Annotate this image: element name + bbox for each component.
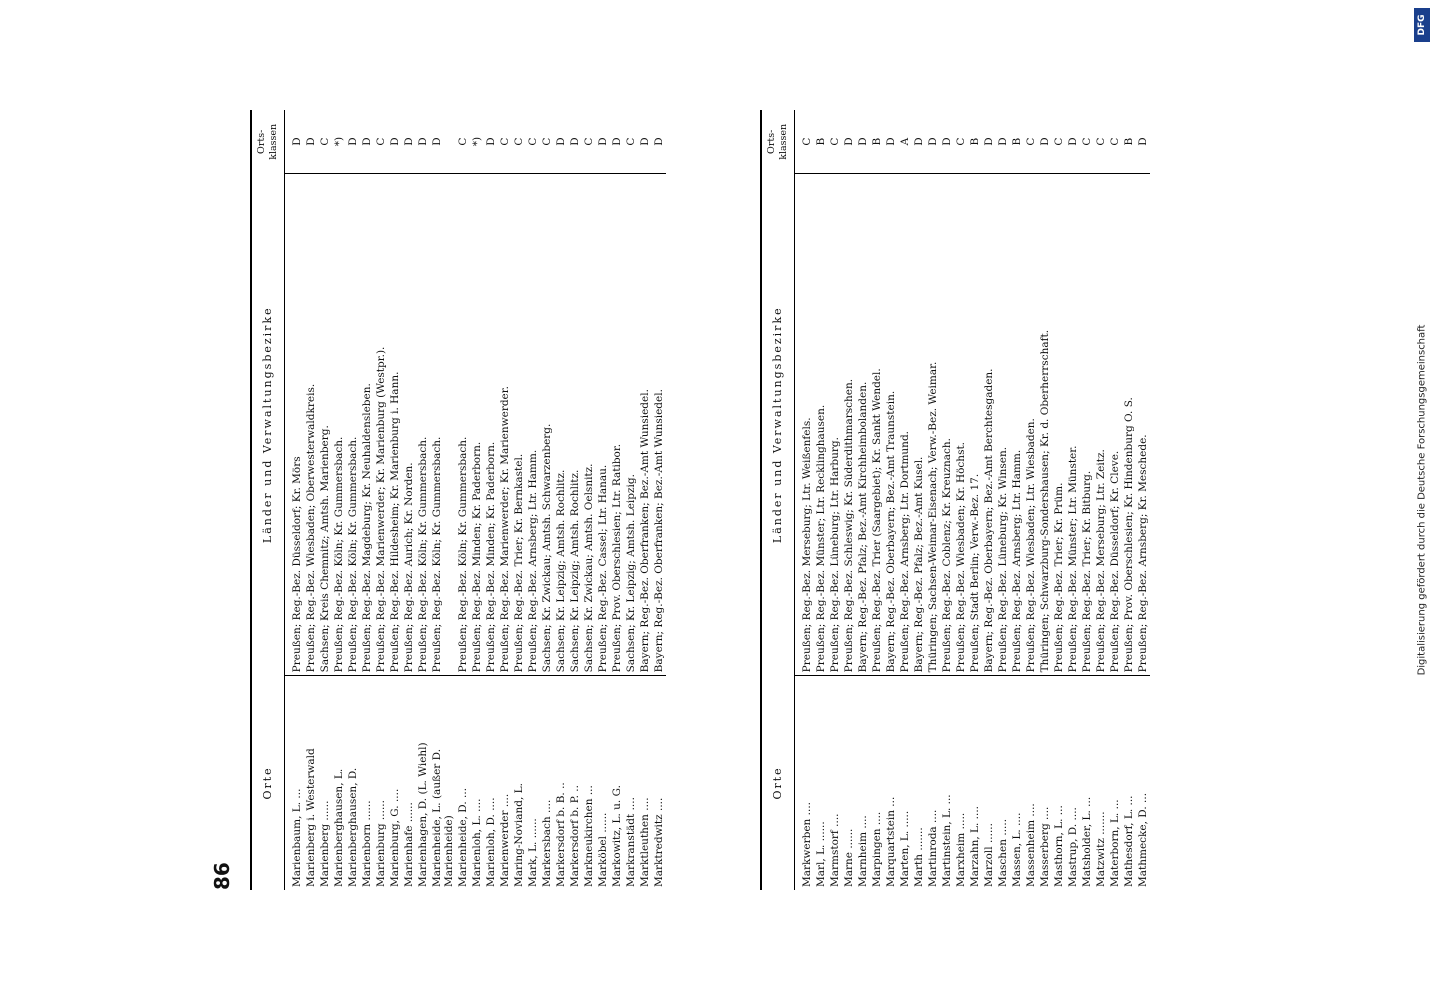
- district-cell: Preußen; Reg.-Bez. Minden; Kr. Paderborn.: [470, 174, 484, 676]
- place-cell: Markwerben ....: [795, 676, 815, 890]
- class-cell: D: [431, 137, 443, 146]
- table-row: [374, 110, 388, 890]
- district-cell: Preußen; Reg.-Bez. Arnsberg; Ltr. Hamm.: [526, 174, 540, 676]
- table-row: [968, 110, 982, 890]
- header-klassen-right: Orts- klassen: [761, 110, 795, 174]
- place-cell: Marktleuthen ....: [638, 676, 652, 890]
- place-cell: Marienberghausen, L.: [332, 676, 346, 890]
- class-cell: C: [583, 137, 595, 146]
- table-row: [430, 110, 456, 890]
- district-cell: Preußen; Reg.-Bez. Marienwerder; Kr. Marienburg (Westpr.).: [374, 174, 388, 676]
- place-cell: Marköbel ......: [596, 676, 610, 890]
- class-cell: D: [927, 137, 939, 146]
- district-cell: Preußen; Reg.-Bez. Hildesheim; Kr. Marienburg i. Hann.: [388, 174, 402, 676]
- place-cell: Materborn, L. ...: [1108, 676, 1122, 890]
- place-cell: Marth .......: [912, 676, 926, 890]
- table-row: [795, 110, 815, 890]
- class-cell: D: [291, 137, 303, 146]
- class-cell: B: [1011, 137, 1023, 146]
- place-cell: Martinroda ....: [926, 676, 940, 890]
- district-cell: Preußen; Reg.-Bez. Magdeburg; Kr. Neuhaldensleben.: [360, 174, 374, 676]
- table-row: [1038, 110, 1052, 890]
- class-cell: D: [389, 137, 401, 146]
- table-row: [1136, 110, 1150, 890]
- class-cell: B: [815, 137, 827, 146]
- table-row: [1066, 110, 1080, 890]
- left-table-body: [285, 110, 667, 890]
- district-cell: Thüringen; Sachsen-Weimar-Eisenach; Verw.-Bez. Weimar.: [926, 174, 940, 676]
- class-cell: C: [1025, 137, 1037, 146]
- table-row: [884, 110, 898, 890]
- place-cell: Markowitz, L. u. G.: [610, 676, 624, 890]
- class-cell: D: [639, 137, 651, 146]
- class-cell: B: [1123, 137, 1135, 146]
- place-cell: Markersdorf b. P. ..: [568, 676, 582, 890]
- class-cell: D: [569, 137, 581, 146]
- place-cell: Marienberg ......: [318, 676, 332, 890]
- table-row: [610, 110, 624, 890]
- district-cell: Sachsen; Kr. Zwickau; Amtsh. Oelsnitz.: [582, 174, 596, 676]
- place-cell: Marzahn, L. ....: [968, 676, 982, 890]
- class-cell: C: [527, 137, 539, 146]
- district-cell: Preußen; Reg.-Bez. Düsseldorf; Kr. Cleve.: [1108, 174, 1122, 676]
- table-row: [1122, 110, 1136, 890]
- class-cell: D: [1067, 137, 1079, 146]
- digitization-credit: [1412, 8, 1432, 992]
- place-cell: Markranstädt ....: [624, 676, 638, 890]
- table-row: [596, 110, 610, 890]
- place-cell: Marienhagen, D. (L. Wiehl): [416, 676, 430, 890]
- class-cell: D: [305, 137, 317, 146]
- table-row: [498, 110, 512, 890]
- district-cell: Preußen; Reg.-Bez. Düsseldorf; Kr. Mörs: [285, 174, 305, 676]
- district-cell: Preußen; Reg.-Bez. Trier; Kr. Bitburg.: [1080, 174, 1094, 676]
- header-bezirke-right: Länder und Verwaltungsbezirke: [761, 174, 795, 676]
- district-cell: Preußen; Reg.-Bez. Trier (Saargebiet); Kr. Sankt Wendel.: [870, 174, 884, 676]
- district-cell: Preußen; Reg.-Bez. Köln; Kr. Gummersbach.: [416, 174, 430, 676]
- table-row: [346, 110, 360, 890]
- place-cell: Matsholder, L. ...: [1080, 676, 1094, 890]
- table-row: [568, 110, 582, 890]
- district-cell: Preußen; Reg.-Bez. Arnsberg; Ltr. Hamm.: [1010, 174, 1024, 676]
- table-row: [470, 110, 484, 890]
- class-cell: D: [983, 137, 995, 146]
- place-cell: Markersbach ....: [540, 676, 554, 890]
- district-cell: Bayern; Reg.-Bez. Oberbayern; Bez.-Amt Traunstein.: [884, 174, 898, 676]
- place-cell: Marienheide, L. (außer D. Marienheide): [430, 676, 456, 890]
- class-cell: B: [871, 137, 883, 146]
- table-row: [1108, 110, 1122, 890]
- district-cell: Sachsen; Kr. Leipzig; Amtsh. Leipzig.: [624, 174, 638, 676]
- table-row: [512, 110, 526, 890]
- district-cell: Preußen; Reg.-Bez. Merseburg; Ltr. Weißenfels.: [795, 174, 815, 676]
- district-cell: Bayern; Reg.-Bez. Pfalz; Bez.-Amt Kusel.: [912, 174, 926, 676]
- table-row: [954, 110, 968, 890]
- class-cell: D: [417, 137, 429, 146]
- table-row: [652, 110, 666, 890]
- class-cell: D: [555, 137, 567, 146]
- table-row: [1052, 110, 1066, 890]
- header-klassen: Orts- klassen: [251, 110, 285, 174]
- place-cell: Marne ......: [842, 676, 856, 890]
- district-cell: Thüringen; Schwarzburg-Sondershausen; Kr. d. Oberherrschaft.: [1038, 174, 1052, 676]
- table-row: [926, 110, 940, 890]
- district-cell: Preußen; Reg.-Bez. Wiesbaden; Oberwesterwaldkreis.: [304, 174, 318, 676]
- table-row: [940, 110, 954, 890]
- rotated-table-page: [210, 110, 810, 890]
- district-cell: Preußen; Reg.-Bez. Schleswig; Kr. Süderdithmarschen.: [842, 174, 856, 676]
- place-cell: Marienburg ......: [374, 676, 388, 890]
- class-cell: C: [1109, 137, 1121, 146]
- class-cell: C: [801, 137, 813, 146]
- place-cell: Marienloh, L. ....: [470, 676, 484, 890]
- table-row: [624, 110, 638, 890]
- place-cell: Masserberg ....: [1038, 676, 1052, 890]
- class-cell: C: [625, 137, 637, 146]
- class-cell: D: [941, 137, 953, 146]
- district-cell: Preußen; Reg.-Bez. Trier; Kr. Prüm.: [1052, 174, 1066, 676]
- district-cell: Preußen; Reg.-Bez. Trier; Kr. Bernkastel.: [512, 174, 526, 676]
- header-orte: Orte: [251, 676, 285, 890]
- district-cell: Preußen; Stadt Berlin; Verw.-Bez. 17.: [968, 174, 982, 676]
- district-cell: Preußen; Reg.-Bez. Lüneburg; Ltr. Harburg.: [828, 174, 842, 676]
- table-row: [856, 110, 870, 890]
- district-cell: Preußen; Reg.-Bez. Köln; Kr. Gummersbach.: [456, 174, 470, 676]
- place-cell: Marzoll ......: [982, 676, 996, 890]
- class-cell: D: [485, 137, 497, 146]
- table-row: [842, 110, 856, 890]
- class-cell: C: [457, 137, 469, 146]
- table-row: [996, 110, 1010, 890]
- table-row: [554, 110, 568, 890]
- table-row: [402, 110, 416, 890]
- district-cell: Preußen; Reg.-Bez. Münster; Ltr. Recklinghausen.: [814, 174, 828, 676]
- table-row: [1010, 110, 1024, 890]
- district-cell: Preußen; Prov. Oberschlesien; Ltr. Ratibor.: [610, 174, 624, 676]
- place-cell: Marienburg, G. ....: [388, 676, 402, 890]
- district-cell: Preußen; Prov. Oberschlesien; Kr. Hindenburg O. S.: [1122, 174, 1136, 676]
- place-cell: Martinstein, L. ...: [940, 676, 954, 890]
- table-row: [814, 110, 828, 890]
- class-cell: *): [333, 136, 345, 147]
- class-cell: C: [1053, 137, 1065, 146]
- place-cell: Masthorn, L. ...: [1052, 676, 1066, 890]
- place-cell: Massen, L. ....: [1010, 676, 1024, 890]
- table-row: [582, 110, 596, 890]
- place-cell: Marienhafe ......: [402, 676, 416, 890]
- district-cell: Preußen; Reg.-Bez. Marienwerder; Kr. Marienwerder.: [498, 174, 512, 676]
- place-cell: Marienbaum, L. ...: [285, 676, 305, 890]
- class-cell: D: [611, 137, 623, 146]
- place-cell: Mastrup, D. ....: [1066, 676, 1080, 890]
- table-row: [1024, 110, 1038, 890]
- class-cell: D: [361, 137, 373, 146]
- district-cell: Preußen; Reg.-Bez. Coblenz; Kr. Kreuznach.: [940, 174, 954, 676]
- place-cell: Marpingen ....: [870, 676, 884, 890]
- district-cell: Preußen; Reg.-Bez. Minden; Kr. Paderborn.: [484, 174, 498, 676]
- table-row: [898, 110, 912, 890]
- table-row: [912, 110, 926, 890]
- district-cell: Sachsen; Kr. Leipzig; Amtsh. Rochlitz.: [554, 174, 568, 676]
- class-cell: C: [1095, 137, 1107, 146]
- class-cell: D: [1039, 137, 1051, 146]
- class-cell: D: [653, 137, 665, 146]
- table-row: [982, 110, 996, 890]
- district-cell: Bayern; Reg.-Bez. Oberbayern; Bez.-Amt Berchtesgaden.: [982, 174, 996, 676]
- district-cell: Preußen; Reg.-Bez. Aurich; Kr. Norden.: [402, 174, 416, 676]
- table-row: [484, 110, 498, 890]
- class-cell: C: [513, 137, 525, 146]
- place-cell: Marquartstein ...: [884, 676, 898, 890]
- table-row: [360, 110, 374, 890]
- class-cell: D: [403, 137, 415, 146]
- district-cell: Sachsen; Kr. Zwickau; Amtsh. Schwarzenberg.: [540, 174, 554, 676]
- dfg-logo: DFG: [1414, 8, 1430, 42]
- place-cell: Mark, L. ......: [526, 676, 540, 890]
- place-cell: Maring-Noviand, L.: [512, 676, 526, 890]
- place-cell: Mathesdorf, L. ...: [1122, 676, 1136, 890]
- district-cell: Bayern; Reg.-Bez. Oberfranken; Bez.-Amt Wunsiedel.: [638, 174, 652, 676]
- table-row: [828, 110, 842, 890]
- table-row: [1080, 110, 1094, 890]
- class-cell: D: [1137, 137, 1149, 146]
- class-cell: D: [913, 137, 925, 146]
- district-cell: Preußen; Reg.-Bez. Cassel; Ltr. Hanau.: [596, 174, 610, 676]
- credit-text: Digitalisierung gefördert durch die Deutsche Forschungsgemeinschaft: [1416, 324, 1428, 676]
- place-cell: Markersdorf b. B. ..: [554, 676, 568, 890]
- class-cell: C: [541, 137, 553, 146]
- table-row: [388, 110, 402, 890]
- table-row: [456, 110, 470, 890]
- place-cell: Marnheim ....: [856, 676, 870, 890]
- district-cell: Preußen; Reg.-Bez. Münster; Ltr. Münster.: [1066, 174, 1080, 676]
- header-bezirke: Länder und Verwaltungsbezirke: [251, 174, 285, 676]
- class-cell: D: [997, 137, 1009, 146]
- place-cell: Markneukirchen ...: [582, 676, 596, 890]
- district-cell: Preußen; Reg.-Bez. Wiesbaden; Ltr. Wiesbaden.: [1024, 174, 1038, 676]
- place-cell: Marienberg i. Westerwald: [304, 676, 318, 890]
- right-table: [760, 110, 1150, 890]
- table-row: [416, 110, 430, 890]
- district-cell: Preußen; Reg.-Bez. Lüneburg; Kr. Winsen.: [996, 174, 1010, 676]
- district-cell: Preußen; Reg.-Bez. Köln; Kr. Gummersbach.: [430, 174, 456, 676]
- place-cell: Marxheim .....: [954, 676, 968, 890]
- place-cell: Marienborn ......: [360, 676, 374, 890]
- class-cell: B: [969, 137, 981, 146]
- class-cell: A: [899, 137, 911, 146]
- class-cell: C: [955, 137, 967, 146]
- table-row: [318, 110, 332, 890]
- table-row: [526, 110, 540, 890]
- right-table-body: [795, 110, 1151, 890]
- place-cell: Marl, L. ......: [814, 676, 828, 890]
- place-cell: Massenheim ....: [1024, 676, 1038, 890]
- page-number: 86: [210, 862, 234, 890]
- district-cell: Preußen; Reg.-Bez. Arnsberg; Ltr. Dortmund.: [898, 174, 912, 676]
- table-row: [304, 110, 318, 890]
- class-cell: D: [857, 137, 869, 146]
- table-row: [870, 110, 884, 890]
- left-table: [250, 110, 666, 890]
- class-cell: D: [597, 137, 609, 146]
- class-cell: C: [319, 137, 331, 146]
- place-cell: Marienberghausen, D.: [346, 676, 360, 890]
- class-cell: C: [375, 137, 387, 146]
- class-cell: *): [471, 136, 483, 147]
- class-cell: D: [885, 137, 897, 146]
- class-cell: C: [499, 137, 511, 146]
- table-row: [332, 110, 346, 890]
- class-cell: D: [843, 137, 855, 146]
- table-row: [540, 110, 554, 890]
- table-row: [1094, 110, 1108, 890]
- class-cell: D: [347, 137, 359, 146]
- class-cell: C: [829, 137, 841, 146]
- place-cell: Marktredwitz ....: [652, 676, 666, 890]
- district-cell: Sachsen; Kreis Chemnitz; Amtsh. Marienberg.: [318, 174, 332, 676]
- header-orte-right: Orte: [761, 676, 795, 890]
- district-cell: Sachsen; Kr. Leipzig; Amtsh. Rochlitz.: [568, 174, 582, 676]
- table-row: [638, 110, 652, 890]
- place-cell: Marten, L. .....: [898, 676, 912, 890]
- place-cell: Matzwitz .......: [1094, 676, 1108, 890]
- place-cell: Marienloh, D. ....: [484, 676, 498, 890]
- district-cell: Bayern; Reg.-Bez. Pfalz; Bez.-Amt Kirchheimbolanden.: [856, 174, 870, 676]
- place-cell: Marienwerder ....: [498, 676, 512, 890]
- table-row: [285, 110, 305, 890]
- district-cell: Preußen; Reg.-Bez. Köln; Kr. Gummersbach.: [332, 174, 346, 676]
- place-cell: Marmstorf ....: [828, 676, 842, 890]
- district-cell: Preußen; Reg.-Bez. Wiesbaden; Kr. Höchst.: [954, 174, 968, 676]
- district-cell: Preußen; Reg.-Bez. Köln; Kr. Gummersbach.: [346, 174, 360, 676]
- class-cell: C: [1081, 137, 1093, 146]
- district-cell: Preußen; Reg.-Bez. Arnsberg; Kr. Meschede.: [1136, 174, 1150, 676]
- rotated-table-page-right: [760, 110, 1320, 890]
- district-cell: Bayern; Reg.-Bez. Oberfranken; Bez.-Amt Wunsiedel.: [652, 174, 666, 676]
- district-cell: Preußen; Reg.-Bez. Merseburg; Ltr. Zeitz.: [1094, 174, 1108, 676]
- place-cell: Maschen .....: [996, 676, 1010, 890]
- place-cell: Mathmecke, D. ...: [1136, 676, 1150, 890]
- place-cell: Marienheide, D. ...: [456, 676, 470, 890]
